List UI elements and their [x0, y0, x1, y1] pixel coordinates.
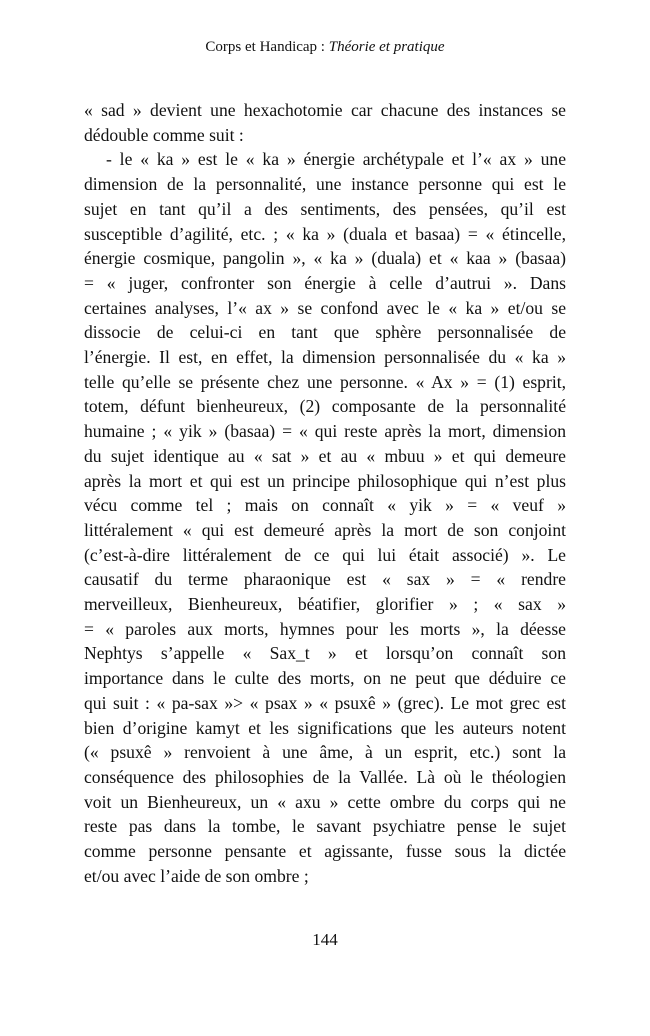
text-line: vécu comme tel ; mais on connaît « yik » = « veuf » — [84, 495, 566, 516]
text-line: énergie cosmique, pangolin », « ka » (duala) et « kaa » (basaa) — [84, 248, 566, 269]
text-line: littéralement « qui est demeuré après la mort de son conjoint — [84, 519, 566, 540]
text-line: susceptible d’agilité, etc. ; « ka » (duala et basaa) = « étincelle, — [84, 223, 566, 244]
text-line: - le « ka » est le « ka » énergie archétypale et l’« ax » une — [106, 149, 566, 170]
text-line: l’énergie. Il est, en effet, la dimension personnalisée du « ka » — [84, 347, 566, 368]
text-line: du sujet identique au « sat » et au « mbuu » et qui demeure — [84, 445, 566, 466]
text-line: (« psuxê » renvoient à une âme, à un esprit, etc.) sont la — [84, 742, 566, 763]
text-line: Nephtys s’appelle « Sax_t » et lorsqu’on connaît son — [84, 643, 566, 664]
page-number: 144 — [312, 930, 338, 949]
text-line: (c’est-à-dire littéralement de ce qui lui était associé) ». Le — [84, 544, 566, 565]
text-line: humaine ; « yik » (basaa) = « qui reste après la mort, dimension — [84, 421, 566, 442]
text-line: voit un Bienheureux, un « axu » cette ombre du corps qui ne — [84, 791, 566, 812]
text-line: conséquence des philosophies de la Vallée. Là où le théologien — [84, 766, 566, 787]
text-line: dimension de la personnalité, une instance personne qui est le — [84, 174, 566, 195]
text-line: bien d’origine kamyt et les significations que les auteurs notent — [84, 717, 566, 738]
text-line: après la mort et qui est un principe philosophique qui n’est plus — [84, 470, 566, 491]
text-line: certaines analyses, l’« ax » se confond avec le « ka » et/ou se — [84, 297, 566, 318]
text-line: dédouble comme suit : — [84, 124, 244, 145]
text-line: = « juger, confronter son énergie à celle d’autrui ». Dans — [84, 272, 566, 293]
text-line: telle qu’elle se présente chez une personne. « Ax » = (1) esprit, — [84, 371, 566, 392]
text-line: importance dans le culte des morts, on ne peut que déduire ce — [84, 668, 566, 689]
text-line: et/ou avec l’aide de son ombre ; — [84, 865, 309, 886]
text-line: totem, défunt bienheureux, (2) composante de la personnalité — [84, 396, 566, 417]
text-line: = « paroles aux morts, hymnes pour les morts », la déesse — [84, 618, 566, 639]
text-line: « sad » devient une hexachotomie car chacune des instances se — [84, 100, 566, 120]
text-line: reste pas dans la tombe, le savant psychiatre pense le sujet — [84, 816, 566, 837]
text-line: qui suit : « pa-sax »> « psax » « psuxê » (grec). Le mot grec est — [84, 692, 566, 713]
running-header — [0, 39, 650, 56]
text-line: dissocie de celui-ci en tant que sphère personnalisée de — [84, 322, 566, 343]
text-line: merveilleux, Bienheureux, béatifier, glorifier » ; « sax » — [84, 594, 566, 615]
text-line: causatif du terme pharaonique est « sax » = « rendre — [84, 569, 566, 590]
body-text — [84, 98, 566, 889]
book-title: Corps et Handicap : — [205, 39, 329, 55]
text-line: sujet en tant qu’il a des sentiments, des pensées, qu’il est — [84, 198, 566, 219]
text-line: comme personne pensante et agissante, fusse sous la dictée — [84, 841, 566, 862]
book-subtitle: Théorie et pratique — [328, 39, 445, 55]
